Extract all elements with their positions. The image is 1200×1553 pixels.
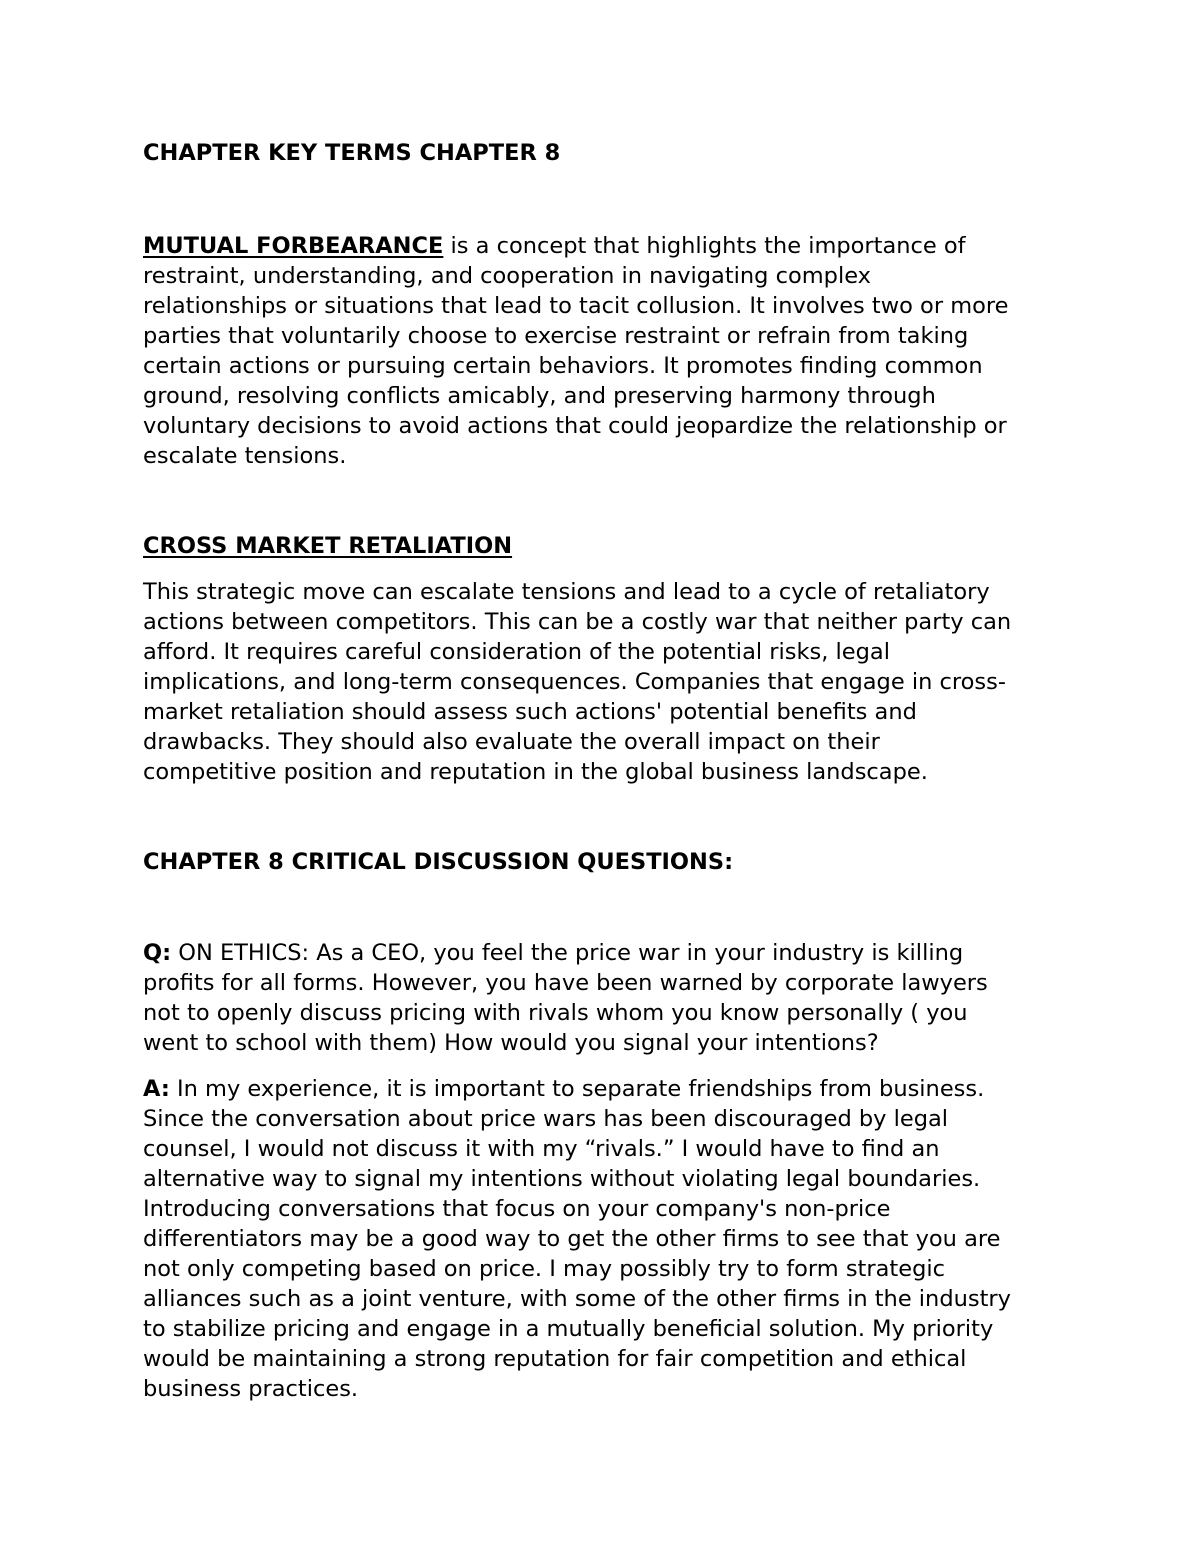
discussion-questions-heading-text: CHAPTER 8 CRITICAL DISCUSSION QUESTIONS:	[143, 849, 734, 875]
mutual-forbearance-line: ground, resolving conflicts amicably, and preserving harmony through	[143, 383, 936, 409]
cross-market-retaliation-line: afford. It requires careful consideration of the potential risks, legal	[143, 639, 890, 665]
question-line: profits for all forms. However, you have been warned by corporate lawyers	[143, 970, 988, 996]
answer-line: to stabilize pricing and engage in a mutually beneficial solution. My priority	[143, 1316, 994, 1342]
answer-line: not only competing based on price. I may possibly try to form strategic	[143, 1256, 945, 1282]
cross-market-retaliation-line: actions between competitors. This can be a costly war that neither party can	[143, 609, 1012, 635]
mutual-forbearance-term: MUTUAL FORBEARANCE	[143, 233, 444, 259]
answer-line-1	[143, 1074, 1073, 1104]
mutual-forbearance-line: escalate tensions.	[143, 443, 347, 469]
answer-line: differentiators may be a good way to get the other firms to see that you are	[143, 1226, 1001, 1252]
mutual-forbearance-line: relationships or situations that lead to tacit collusion. It involves two or more	[143, 293, 1009, 319]
question-label: Q:	[143, 940, 172, 966]
question-line: went to school with them) How would you signal your intentions?	[143, 1030, 879, 1056]
answer-line: Since the conversation about price wars has been discouraged by legal	[143, 1106, 949, 1132]
answer-line: would be maintaining a strong reputation for fair competition and ethical	[143, 1346, 967, 1372]
cross-market-retaliation-heading	[143, 531, 1073, 561]
answer-line: alternative way to signal my intentions without violating legal boundaries.	[143, 1166, 981, 1192]
answer-label: A:	[143, 1076, 170, 1102]
cross-market-retaliation-heading-text: CROSS MARKET RETALIATION	[143, 533, 513, 559]
mutual-forbearance-line: restraint, understanding, and cooperation in navigating complex	[143, 263, 871, 289]
answer-line: alliances such as a joint venture, with some of the other firms in the industry	[143, 1286, 1011, 1312]
document-page	[143, 138, 1073, 1404]
answer-line: Introducing conversations that focus on your company's non-price	[143, 1196, 891, 1222]
answer-text: In my experience, it is important to separate friendships from business.	[169, 1076, 985, 1102]
question-text: ON ETHICS: As a CEO, you feel the price war in your industry is killing	[171, 940, 964, 966]
mutual-forbearance-paragraph	[143, 231, 1073, 471]
answer-line: counsel, I would not discuss it with my “rivals.” I would have to find an	[143, 1136, 940, 1162]
cross-market-retaliation-line: This strategic move can escalate tensions and lead to a cycle of retaliatory	[143, 579, 990, 605]
cross-market-retaliation-line: drawbacks. They should also evaluate the overall impact on their	[143, 729, 880, 755]
cross-market-retaliation-line: implications, and long-term consequences. Companies that engage in cross-	[143, 669, 1006, 695]
cross-market-retaliation-paragraph	[143, 577, 1073, 787]
answer-paragraph	[143, 1074, 1073, 1404]
mutual-forbearance-line: certain actions or pursuing certain behaviors. It promotes finding common	[143, 353, 983, 379]
answer-line: business practices.	[143, 1376, 359, 1402]
document-title	[143, 138, 1073, 168]
mutual-forbearance-line: parties that voluntarily choose to exercise restraint or refrain from taking	[143, 323, 969, 349]
discussion-questions-heading	[143, 847, 1073, 877]
question-line: not to openly discuss pricing with rivals whom you know personally ( you	[143, 1000, 968, 1026]
cross-market-retaliation-line: market retaliation should assess such actions' potential benefits and	[143, 699, 917, 725]
question-paragraph	[143, 938, 1073, 1058]
cross-market-retaliation-line: competitive position and reputation in the global business landscape.	[143, 759, 928, 785]
mutual-forbearance-text: is a concept that highlights the importance of	[443, 233, 966, 259]
document-title-text: CHAPTER KEY TERMS CHAPTER 8	[143, 140, 561, 166]
mutual-forbearance-line-1	[143, 231, 1073, 261]
mutual-forbearance-line: voluntary decisions to avoid actions that could jeopardize the relationship or	[143, 413, 1007, 439]
question-line-1	[143, 938, 1073, 968]
